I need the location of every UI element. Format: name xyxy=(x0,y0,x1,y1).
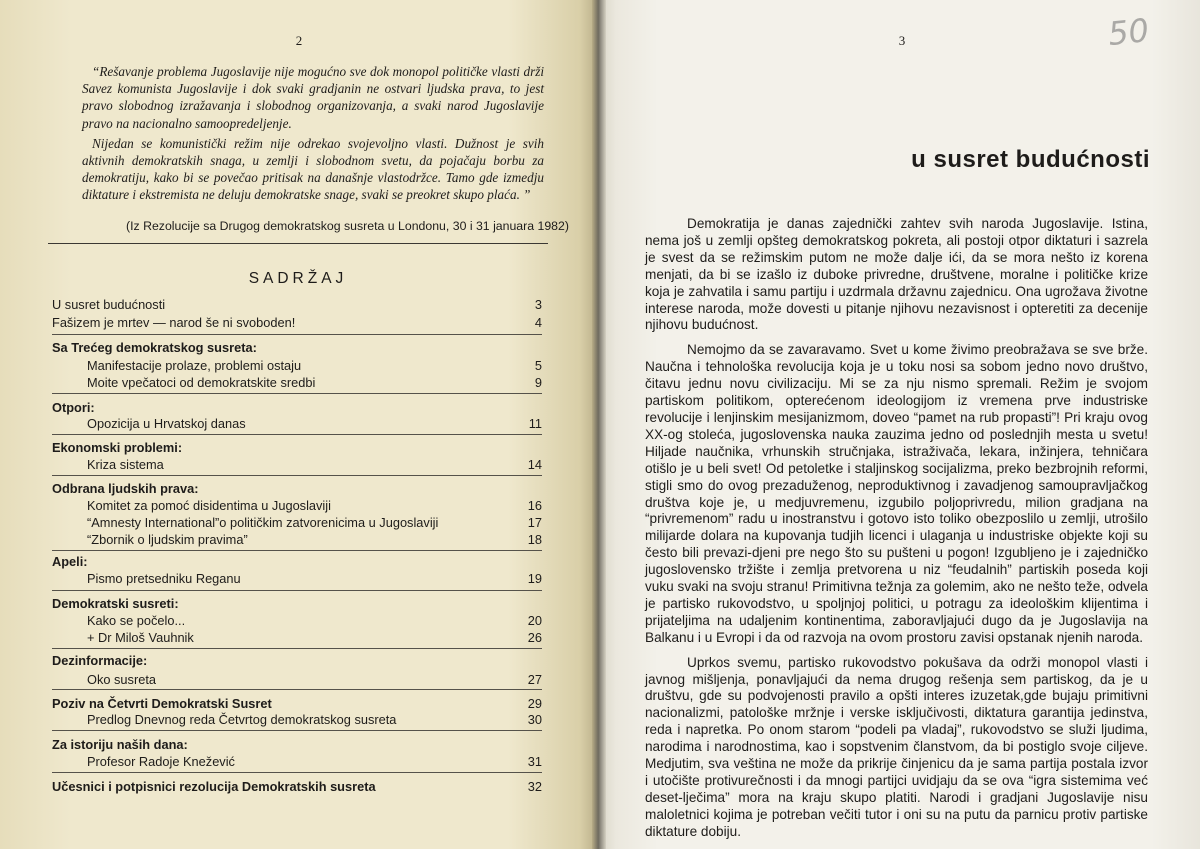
toc-section-heading xyxy=(52,399,542,416)
toc-entry xyxy=(52,497,542,514)
toc-entry xyxy=(52,778,542,795)
toc-entry xyxy=(52,314,542,331)
toc-entry-page: 26 xyxy=(527,630,542,645)
article-paragraph: Demokratija je danas zajednički zahtev svih naroda Jugoslavije. Istina, nema još u zemlji opšteg demokratskog pokreta, ali postoji otpor diktaturi i sazrela je svest da se režimskim putom ne može dalje ići, da se mora nešto iz korena menjati, da bi se izašlo iz duboke privredne, društvene, moralne i političke krize koja je zahvatila i samu partiju i uzdrmala državnu zajednicu. Ona ugrožava životne interese naroda, može dovesti u pitanje njihovu nezavisnost i opteretiti za decenije njihovu budućnost. xyxy=(645,216,1148,333)
toc-entry-title: Učesnici i potpisnici rezolucija Demokratskih susreta xyxy=(52,779,376,794)
page-number: 2 xyxy=(295,33,303,48)
toc-entry xyxy=(52,753,542,770)
quote-paragraph: Nijedan se komunistički režim nije odrekao svojevoljno vlasti. Dužnost je svih aktivnih demokratskih snaga, u zemlji i slobodnom svetu, da pojačaju borbu za demokratiju, kako bi se povečao pritisak na današnje vlastodržce. Tamo gde izmedju diktature i ekstremista ne deluju demokratske snage, svaki se preokret skupo plaća. ” xyxy=(82,135,544,203)
article-paragraph: Uprkos svemu, partisko rukovodstvo pokušava da održi monopol vlasti i javnog mišljenja, ponavljajući da nema drugog rešenja sem partiskog, da je u društvu, gde su podvojenosti pravilo a opšti interes izuzetak,gde bujaju primitivni nacionalizmi, patološke mržnje i verske isključivosti, diktatura garantija jedinstva, reda i napretka. Po onom starom “podeli pa vladaj”, rukovodstvo se služi ljudima, narodima i narodnostima, kao i sopstvenim članstvom, da bi postiglo svoje ciljeve. Medjutim, sva veština ne može da prikrije činjenicu da je sama partija postala izvor i utočište protivurečnosti i da mnogi partijci uvidjaju da se ova “igra sistemima već deset-lječima” mora na kraju skupo platiti. Narodi i gradjani Jugoslavije nisu maloletnici kojima je potreban večiti tutor i oni su na putu da parnicu protiv partiske diktature dobiju. xyxy=(645,654,1148,839)
toc-section-heading xyxy=(52,480,542,497)
toc-section-heading xyxy=(52,595,542,612)
toc-entry-title: Kako se počelo... xyxy=(87,613,186,628)
toc-divider xyxy=(52,475,542,476)
toc-entry-page: 11 xyxy=(528,416,542,431)
quote-source: (Iz Rezolucije sa Drugog demokratskog susreta u Londonu, 30 i 31 januara 1982) xyxy=(126,219,569,233)
left-page xyxy=(0,0,598,849)
toc-entry-title: Predlog Dnevnog reda Četvrtog demokratskog susreta xyxy=(87,712,397,727)
toc-entry-title: “Amnesty International”o političkim zatvorenicima u Jugoslaviji xyxy=(87,515,439,530)
toc-entry-page: 17 xyxy=(527,515,542,530)
toc-entry-title: U susret budućnosti xyxy=(52,297,166,312)
toc-entry-title: Opozicija u Hrvatskoj danas xyxy=(87,416,246,431)
toc-entry-title: Manifestacije prolaze, problemi ostaju xyxy=(87,358,302,373)
toc-entry xyxy=(52,456,542,473)
toc-section-title: Sa Trećeg demokratskog susreta: xyxy=(52,340,257,355)
toc-entry xyxy=(52,415,542,432)
toc-title: SADRŽAJ xyxy=(248,270,348,287)
toc-entry-title: Profesor Radoje Knežević xyxy=(87,754,235,769)
toc-entry-page: 18 xyxy=(527,532,542,547)
toc-entry-title: Moite vpečatoci od demokratskite sredbi xyxy=(87,375,316,390)
toc-entry-page: 29 xyxy=(527,696,542,711)
toc-divider xyxy=(52,772,542,773)
toc-entry xyxy=(52,629,542,646)
toc-entry xyxy=(52,695,542,712)
toc-divider xyxy=(52,590,542,591)
toc-entry xyxy=(52,374,542,391)
toc-section-heading xyxy=(52,439,542,456)
toc-entry-page: 27 xyxy=(527,672,542,687)
toc-entry-title: Fašizem je mrtev — narod še ni svoboden! xyxy=(52,315,296,330)
toc-entry xyxy=(52,357,542,374)
toc-entry xyxy=(52,570,542,587)
toc-section-title: Odbrana ljudskih prava: xyxy=(52,481,199,496)
toc-section-heading xyxy=(52,339,542,356)
toc-divider xyxy=(52,334,542,335)
toc-entry-page: 31 xyxy=(527,754,542,769)
toc-entry-title: Kriza sistema xyxy=(87,457,164,472)
article-body xyxy=(645,216,1148,849)
toc-entry-page: 20 xyxy=(527,613,542,628)
quote-paragraph: “Rešavanje problema Jugoslavije nije mogućno sve dok monopol političke vlasti drži Savez komunista Jugoslavije i dok svaki gradjanin ne ostvari ljudska prava, to jest pravo slobodnog izražavanja i slobodnog organizovanja, a svaki narod Jugoslavije pravo na nacionalno samoopredeljenje. xyxy=(82,64,544,131)
toc-entry-title: Poziv na Četvrti Demokratski Susret xyxy=(52,696,272,711)
toc-entry-page: 14 xyxy=(527,457,542,472)
article-title: u susret budućnosti xyxy=(911,146,1150,173)
toc-entry xyxy=(52,711,542,728)
toc-section-title: Dezinformacije: xyxy=(52,653,148,668)
toc-divider xyxy=(52,434,542,435)
toc-section-title: Ekonomski problemi: xyxy=(52,440,183,455)
article-paragraph: Nemojmo da se zavaravamo. Svet u kome živimo preobražava se sve brže. Naučna i tehnološka revolucija koja je u toku nosi sa sobom jedno novo društvo, čitavu jednu novu civilizaciju. Mi se za nju nismo spremali. Režim je svojom partiskom politikom, opterećenom ideologijom iz vremena prve industriske revolucije i lenjinskim mesijanizmom, doveo “pamet na rub propasti”! Pri kraju ovog XX-og stoleća, jugoslovenska nauka zauzima jedno od poslednjih mesta u svetu! Hiljade naučnika, vrhunskih stručnjaka, istraživača, lekara, inžinjera, tehničara otišlo je u beli svet! Od petoletke i staljinskog socijalizma, preko bezbrojnih reformi, stigli smo do ovog prezaduženog, neproduktivnog i zavadjenog samoupravljačkog društva koje je, u medjuvremenu, izgubilo poljoprivredu, milion gradjana na “privremenom” radu u inostranstvu i gotovo isto toliko obezposlilo u zemlji, utrošilo milijarde dolara na kupovanja tudjih licenci i ulaganja u industriske objekte koji su često bili prevazi-djeni pre nego što su pušteni u pogon! Izgubljeno je i zajedničko jugoslovensko tržište i zemlja pretvorena u niz “feudalnih” partiskih poseda koji vuku svaki na svoju stranu! Primitivna težnja za golemim, ako ne nešto teže, odvela je partisko rukovodstvo, u spoljnjoj politici, u potragu za ideološkim klijentima i prijateljima na udaljenim kontinentima, zaboravljajući dugo da je Jugoslavija na Balkanu i u Evropi i da od razvoja na ovom prostoru zavisi opstanak njenih naroda. xyxy=(645,342,1148,645)
toc-entry-page: 4 xyxy=(534,315,542,330)
toc-entry-title: Oko susreta xyxy=(87,672,156,687)
toc-entry-page: 3 xyxy=(534,297,542,312)
toc-entry-page: 16 xyxy=(527,498,542,513)
toc-section-title: Demokratski susreti: xyxy=(52,596,179,611)
toc-section-heading xyxy=(52,736,542,753)
resolution-quote xyxy=(82,63,544,204)
book-gutter xyxy=(592,0,606,849)
toc-divider xyxy=(52,689,542,690)
toc-entry xyxy=(52,296,542,313)
toc-entry-title: “Zbornik o ljudskim pravima” xyxy=(87,532,248,547)
toc-section-title: Otpori: xyxy=(52,400,95,415)
toc-entry xyxy=(52,671,542,688)
toc-divider xyxy=(52,393,542,394)
toc-entry-title: Komitet za pomoć disidentima u Jugoslaviji xyxy=(87,498,331,513)
toc-section-heading xyxy=(52,652,542,669)
toc-entry-title: Pismo pretsedniku Reganu xyxy=(87,571,241,586)
toc-section-title: Za istoriju naših dana: xyxy=(52,737,188,752)
toc-entry xyxy=(52,531,542,548)
toc-section-heading xyxy=(52,553,542,570)
handwritten-number: 50 xyxy=(1106,10,1151,54)
toc-entry-page: 19 xyxy=(527,571,542,586)
toc-divider xyxy=(52,730,542,731)
toc-divider xyxy=(52,550,542,551)
divider xyxy=(48,243,548,244)
toc-entry-page: 9 xyxy=(534,375,542,390)
toc-entry-page: 30 xyxy=(527,712,542,727)
toc-entry-title: + Dr Miloš Vauhnik xyxy=(87,630,194,645)
toc-entry xyxy=(52,514,542,531)
toc-divider xyxy=(52,648,542,649)
toc-section-title: Apeli: xyxy=(52,554,88,569)
toc-entry xyxy=(52,612,542,629)
page-number: 3 xyxy=(898,33,906,48)
toc-entry-page: 32 xyxy=(527,779,542,794)
toc-entry-page: 5 xyxy=(534,358,542,373)
